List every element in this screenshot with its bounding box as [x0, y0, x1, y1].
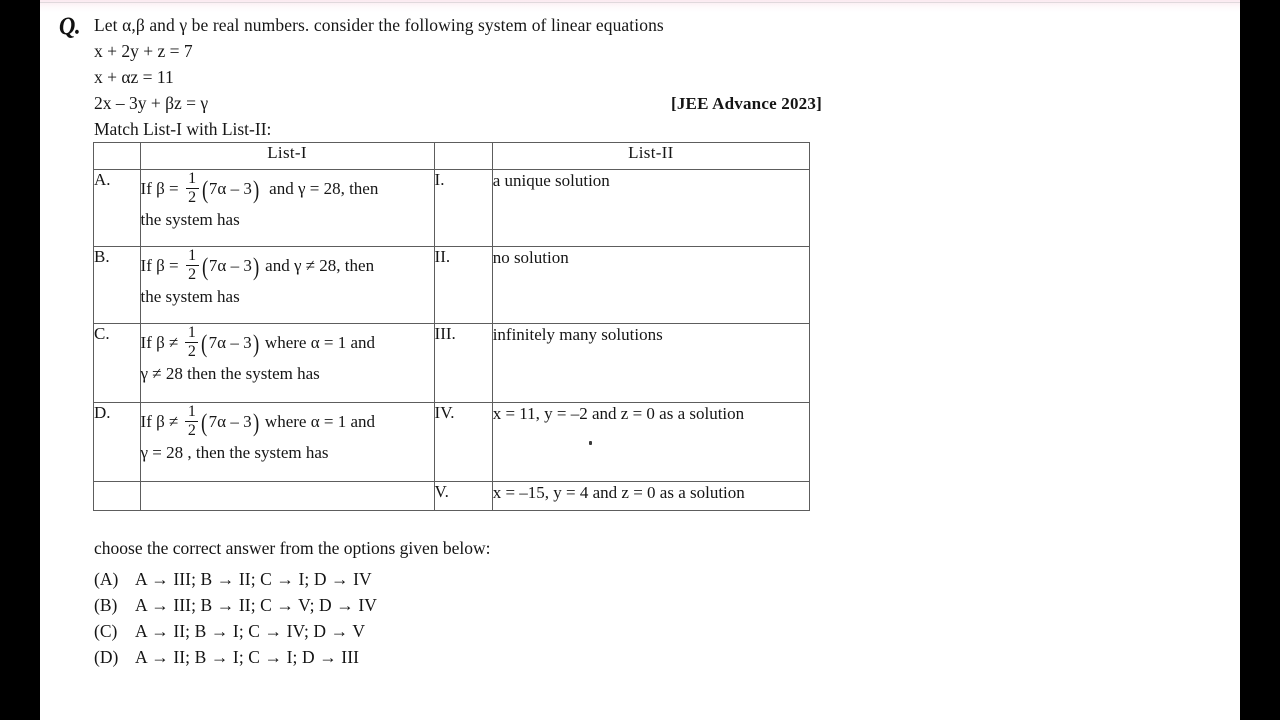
paren-open-a: (: [201, 176, 208, 204]
row-key-d: D.: [94, 403, 141, 482]
row-statement-blank: [140, 482, 434, 511]
expr-prefix-c: If β ≠: [140, 333, 179, 352]
answer-options: [94, 535, 894, 670]
table-row: [94, 403, 810, 482]
header-blank-mid: [434, 143, 492, 170]
fraction-d: [185, 404, 198, 439]
option-label-b: (B): [94, 595, 118, 615]
expr-line2-b: the system has: [140, 287, 240, 306]
ink-speck-artifact: [589, 441, 592, 445]
row-key-blank: [94, 482, 141, 511]
row-list-ii-text-iv: [492, 403, 809, 482]
answer-prompt: choose the correct answer from the options given below:: [94, 538, 491, 558]
fraction-numerator-c: 1: [187, 323, 196, 341]
option-text-b: A → III; B → II; C → V; D → IV: [135, 595, 377, 615]
option-text-a: A → III; B → II; C → I; D → IV: [135, 569, 372, 589]
expr-body-a: 7α – 3: [208, 179, 252, 198]
stem-line-equation-3: 2x – 3y + βz = γ: [94, 93, 209, 113]
expr-prefix-a: If β =: [140, 179, 179, 198]
paren-close-c: ): [252, 330, 259, 358]
fraction-denominator-d: 2: [187, 421, 196, 439]
row-roman-v: V.: [434, 482, 492, 511]
option-label-a: (A): [94, 569, 119, 589]
row-roman-ii: II.: [434, 247, 492, 324]
answer-option-c[interactable]: [94, 618, 894, 644]
match-list-table: [93, 142, 810, 511]
expr-body-d: 7α – 3: [208, 412, 252, 431]
option-text-c: A → II; B → I; C → IV; D → V: [135, 621, 366, 641]
fraction-c: [185, 325, 198, 360]
expr-body-b: 7α – 3: [208, 256, 252, 275]
expr-suffix-a: and γ = 28, then: [269, 179, 379, 198]
fraction-b: [186, 248, 199, 283]
fraction-denominator-a: 2: [188, 188, 197, 206]
answer-option-b[interactable]: [94, 592, 894, 618]
expr-suffix-d: where α = 1 and: [264, 412, 375, 431]
stem-line-intro: Let α,β and γ be real numbers. consider the following system of linear equations: [94, 15, 664, 35]
fraction-numerator-d: 1: [187, 402, 196, 420]
stem-line-equation-1: x + 2y + z = 7: [94, 41, 193, 61]
row-statement-c: [140, 324, 434, 403]
exam-source-tag: [JEE Advance 2023]: [671, 94, 822, 113]
row-roman-iv: IV.: [434, 403, 492, 482]
paren-open-b: (: [201, 253, 208, 281]
table-row: [94, 170, 810, 247]
option-text-d: A → II; B → I; C → I; D → III: [135, 647, 360, 667]
row-roman-i: I.: [434, 170, 492, 247]
row-list-ii-text-i: a unique solution: [492, 170, 809, 247]
stem-line-match-instruction: Match List-I with List-II:: [94, 119, 272, 139]
fraction-denominator-c: 2: [187, 342, 196, 360]
row-list-ii-text-v: x = –15, y = 4 and z = 0 as a solution: [492, 482, 809, 511]
expr-line2-a: the system has: [140, 210, 240, 229]
expr-prefix-b: If β =: [140, 256, 179, 275]
stem-line-equation-2: x + αz = 11: [94, 67, 174, 87]
option-label-c: (C): [94, 621, 118, 641]
fraction-numerator-b: 1: [188, 246, 197, 264]
header-blank-left: [94, 143, 141, 170]
row-list-ii-text-ii: no solution: [492, 247, 809, 324]
paren-close-d: ): [252, 409, 259, 437]
row-statement-b: [140, 247, 434, 324]
option-label-d: (D): [94, 647, 119, 667]
table-row: [94, 482, 810, 511]
scan-edge-line-artifact: [40, 2, 1240, 3]
expr-prefix-d: If β ≠: [140, 412, 179, 431]
paren-open-d: (: [201, 409, 208, 437]
table-row: [94, 324, 810, 403]
header-list-i: List-I: [140, 143, 434, 170]
row-statement-d: [140, 403, 434, 482]
answer-option-a[interactable]: [94, 566, 894, 592]
expr-suffix-c: where α = 1 and: [264, 333, 375, 352]
paren-open-c: (: [201, 330, 208, 358]
fraction-a: [186, 171, 199, 206]
expr-line2-d: γ = 28 , then the system has: [140, 443, 329, 462]
row-key-a: A.: [94, 170, 141, 247]
question-stem: [94, 12, 1194, 142]
row-key-c: C.: [94, 324, 141, 403]
row-list-ii-text-iii: infinitely many solutions: [492, 324, 809, 403]
row-key-b: B.: [94, 247, 141, 324]
answer-option-d[interactable]: [94, 644, 894, 670]
fraction-numerator-a: 1: [188, 169, 197, 187]
list-ii-text-iv-value: x = 11, y = –2 and z = 0 as a solution: [492, 404, 745, 423]
paren-close-a: ): [252, 176, 260, 204]
document-page: [40, 0, 1240, 720]
fraction-denominator-b: 2: [188, 265, 197, 283]
table-row: [94, 247, 810, 324]
row-roman-iii: III.: [434, 324, 492, 403]
expr-body-c: 7α – 3: [208, 333, 252, 352]
row-statement-a: [140, 170, 434, 247]
expr-suffix-b: and γ ≠ 28, then: [265, 256, 375, 275]
header-list-ii: List-II: [492, 143, 809, 170]
question-marker: Q.: [58, 12, 81, 41]
table-header-row: [94, 143, 810, 170]
paren-close-b: ): [252, 253, 260, 281]
expr-line2-c: γ ≠ 28 then the system has: [140, 364, 320, 383]
